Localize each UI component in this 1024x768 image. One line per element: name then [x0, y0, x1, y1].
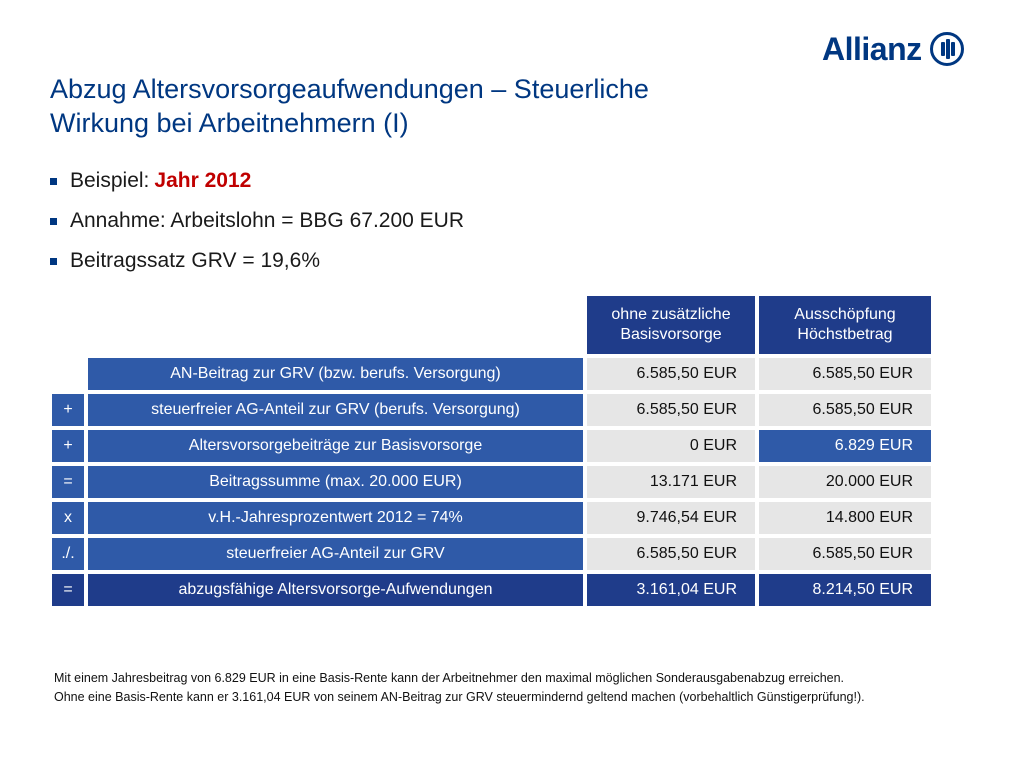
- row-label: v.H.-Jahresprozentwert 2012 = 74%: [88, 502, 583, 534]
- row-label: Altersvorsorgebeiträge zur Basisvorsorge: [88, 430, 583, 462]
- title-line-1: Abzug Altersvorsorgeaufwendungen – Steuerliche: [50, 74, 649, 104]
- bullet-contribution-rate: [50, 241, 650, 281]
- row-operator: +: [52, 430, 84, 462]
- square-bullet-icon: [50, 178, 57, 185]
- bullet-text: Annahme: Arbeitslohn = BBG 67.200 EUR: [70, 209, 464, 232]
- row-value-2: 6.585,50 EUR: [759, 358, 931, 390]
- bullet-text: Beitragssatz GRV = 19,6%: [70, 249, 320, 272]
- footnote-line-1: Mit einem Jahresbeitrag von 6.829 EUR in eine Basis-Rente kann der Arbeitnehmer den maximal möglichen Sonderausgabenabzug erreichen.: [54, 671, 845, 685]
- row-label: steuerfreier AG-Anteil zur GRV: [88, 538, 583, 570]
- row-operator: x: [52, 502, 84, 534]
- square-bullet-icon: [50, 218, 57, 225]
- row-operator: ./.: [52, 538, 84, 570]
- table-row: [52, 538, 931, 570]
- column-header-maximum: Ausschöpfung Höchstbetrag: [759, 296, 931, 354]
- row-value-2: 6.585,50 EUR: [759, 538, 931, 570]
- calculation-table: [48, 292, 935, 610]
- brand-name: Allianz: [822, 30, 922, 67]
- row-operator: =: [52, 466, 84, 498]
- table-header-row: [52, 296, 931, 354]
- footnote-line-2: Ohne eine Basis-Rente kann er 3.161,04 EUR von seinem AN-Beitrag zur GRV steuermindernd geltend machen (vorbehaltlich Günstigerprüfung!).: [54, 690, 865, 704]
- row-label: Beitragssumme (max. 20.000 EUR): [88, 466, 583, 498]
- row-value-1: 6.585,50 EUR: [587, 394, 755, 426]
- row-value-2: 6.585,50 EUR: [759, 394, 931, 426]
- bullet-text: Beispiel:: [70, 169, 150, 192]
- allianz-eagle-icon: [930, 32, 964, 66]
- row-value-2: 6.829 EUR: [759, 430, 931, 462]
- row-value-2: 14.800 EUR: [759, 502, 931, 534]
- page-title: [50, 72, 810, 140]
- table-row: [52, 502, 931, 534]
- row-label: AN-Beitrag zur GRV (bzw. berufs. Versorgung): [88, 358, 583, 390]
- row-value-1: 13.171 EUR: [587, 466, 755, 498]
- row-value-1: 3.161,04 EUR: [587, 574, 755, 606]
- footnote: [54, 669, 1014, 707]
- row-value-2: 20.000 EUR: [759, 466, 931, 498]
- row-label: abzugsfähige Altersvorsorge-Aufwendungen: [88, 574, 583, 606]
- table-row: [52, 394, 931, 426]
- row-operator: +: [52, 394, 84, 426]
- bullet-example-year: [50, 161, 650, 201]
- column-header-without-basis: ohne zusätzliche Basisvorsorge: [587, 296, 755, 354]
- bullet-highlight-year: Jahr 2012: [154, 169, 252, 192]
- square-bullet-icon: [50, 258, 57, 265]
- row-value-1: 0 EUR: [587, 430, 755, 462]
- row-value-1: 6.585,50 EUR: [587, 538, 755, 570]
- bullet-assumption: [50, 201, 650, 241]
- bullet-list: [50, 161, 650, 281]
- row-value-1: 6.585,50 EUR: [587, 358, 755, 390]
- allianz-logo: [822, 28, 982, 70]
- row-label: steuerfreier AG-Anteil zur GRV (berufs. Versorgung): [88, 394, 583, 426]
- title-line-2: Wirkung bei Arbeitnehmern (I): [50, 108, 409, 138]
- row-operator: =: [52, 574, 84, 606]
- table-row: [52, 430, 931, 462]
- table-row: [52, 358, 931, 390]
- row-value-1: 9.746,54 EUR: [587, 502, 755, 534]
- table-row: [52, 466, 931, 498]
- row-value-2: 8.214,50 EUR: [759, 574, 931, 606]
- table-row-result: [52, 574, 931, 606]
